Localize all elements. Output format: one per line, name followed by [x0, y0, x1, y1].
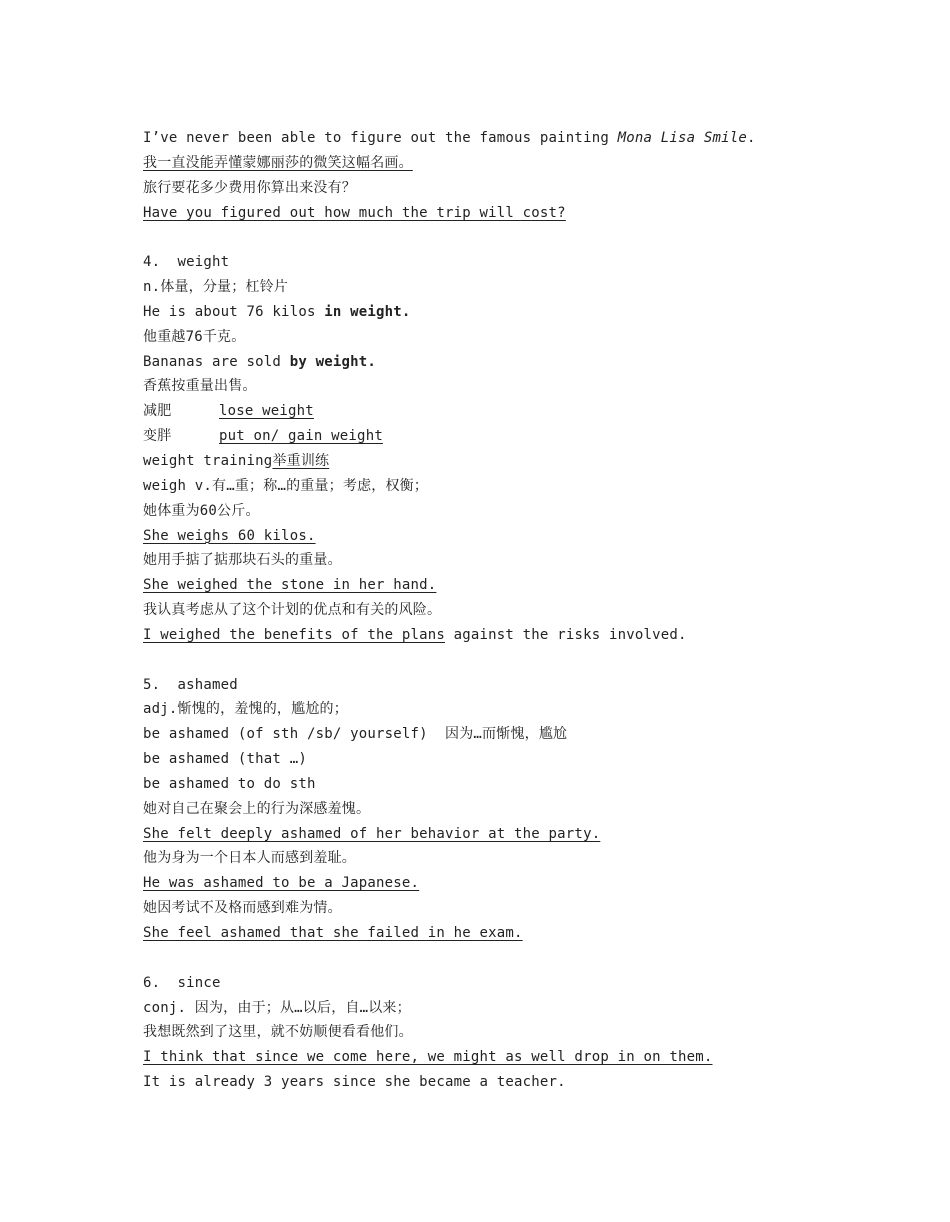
text-run: He is about 76 kilos	[143, 303, 325, 320]
translation-text: She weighs 60 kilos.	[143, 527, 316, 544]
text-line	[143, 896, 863, 921]
section-heading	[143, 673, 863, 698]
phrase-line	[143, 399, 863, 424]
translation-text: I think that since we come here, we might as well drop in on them.	[143, 1049, 713, 1066]
definition-text: adj.惭愧的，羞愧的，尴尬的；	[143, 701, 348, 718]
chinese-text: 她体重为60公斤。	[143, 502, 260, 519]
phrase-text: put on/ gain weight	[219, 428, 383, 445]
usage-line	[143, 722, 863, 747]
painting-title: Mona Lisa Smile	[617, 130, 748, 146]
example-text: It is already 3 years since she became a teacher.	[143, 1074, 566, 1091]
translation-text: She feel ashamed that she failed in he exam.	[143, 925, 523, 941]
text-run: against the risks involved.	[445, 626, 687, 643]
text-line	[143, 548, 863, 573]
text-run: I’ve never been able to figure out the famous painting	[143, 130, 618, 146]
chinese-text: 香蕉按重量出售。	[143, 378, 257, 395]
text-line	[143, 176, 863, 201]
text-line	[143, 325, 863, 350]
key-phrase: in weight.	[324, 303, 411, 320]
definition	[143, 996, 863, 1021]
section-heading	[143, 250, 863, 275]
key-phrase: by weight.	[289, 353, 376, 370]
text-line	[143, 822, 863, 847]
chinese-text: 减肥	[143, 403, 172, 420]
text-line	[143, 1020, 863, 1045]
document-body	[143, 126, 863, 1095]
chinese-text: 我想既然到了这里，就不妨顺便看看他们。	[143, 1024, 413, 1041]
definition	[143, 275, 863, 300]
text-line	[143, 573, 863, 598]
definition-text: n.体量，分量；杠铃片	[143, 279, 289, 296]
text-line	[143, 1045, 863, 1070]
phrase-line	[143, 449, 863, 474]
chinese-text: 举重训练	[272, 452, 330, 469]
definition	[143, 697, 863, 722]
translation-text: I weighed the benefits of the plans	[143, 626, 446, 643]
heading-text: 5. ashamed	[143, 676, 238, 693]
usage-line	[143, 772, 863, 797]
translation-text: She felt deeply ashamed of her behavior at the party.	[143, 825, 601, 842]
text-line	[143, 598, 863, 623]
phrase-text: weight training	[143, 452, 273, 469]
chinese-text: 我认真考虑从了这个计划的优点和有关的风险。	[143, 602, 442, 619]
chinese-text: 她因考试不及格而感到难为情。	[143, 900, 342, 917]
chinese-text: 她对自己在聚会上的行为深感羞愧。	[143, 800, 371, 817]
chinese-text: 因为…而惭愧，尴尬	[445, 726, 568, 743]
usage-text: be ashamed (that …)	[143, 751, 307, 768]
text-line	[143, 623, 863, 648]
text-line	[143, 374, 863, 399]
chinese-text: 他为身为一个日本人而感到羞耻。	[143, 850, 356, 867]
text-run: .	[747, 130, 756, 146]
text-line	[143, 1070, 863, 1095]
blank-line	[143, 946, 863, 971]
text-line	[143, 201, 863, 226]
definition-text: weigh v.有…重；称…的重量；考虑，权衡；	[143, 477, 429, 494]
usage-text: be ashamed to do sth	[143, 775, 316, 792]
phrase-text: lose weight	[219, 403, 314, 420]
phrase-line	[143, 424, 863, 449]
definition-text: conj. 因为，由于；从…以后，自…以来；	[143, 999, 411, 1016]
text-line	[143, 846, 863, 871]
definition	[143, 474, 863, 499]
text-line	[143, 499, 863, 524]
section-heading	[143, 971, 863, 996]
text-line	[143, 797, 863, 822]
example-line	[143, 300, 863, 325]
usage-text: be ashamed (of sth /sb/ yourself)	[143, 726, 446, 743]
text-run: Bananas are sold	[143, 353, 290, 370]
text-line	[143, 871, 863, 896]
translation-text: 我一直没能弄懂蒙娜丽莎的微笑这幅名画。	[143, 154, 413, 171]
heading-text: 4. weight	[143, 254, 230, 271]
blank-line	[143, 225, 863, 250]
chinese-text: 变胖	[143, 428, 172, 445]
translation-text: Have you figured out how much the trip will cost?	[143, 204, 566, 221]
text-line	[143, 524, 863, 549]
translation-text: He was ashamed to be a Japanese.	[143, 875, 420, 892]
blank-line	[143, 648, 863, 673]
chinese-text: 她用手掂了掂那块石头的重量。	[143, 552, 342, 569]
chinese-text: 旅行要花多少费用你算出来没有？	[143, 179, 356, 196]
translation-text: She weighed the stone in her hand.	[143, 577, 437, 594]
text-line	[143, 151, 863, 176]
text-line	[143, 921, 863, 946]
example-line	[143, 350, 863, 375]
usage-line	[143, 747, 863, 772]
text-line	[143, 126, 863, 151]
heading-text: 6. since	[143, 974, 221, 991]
chinese-text: 他重越76千克。	[143, 328, 246, 345]
